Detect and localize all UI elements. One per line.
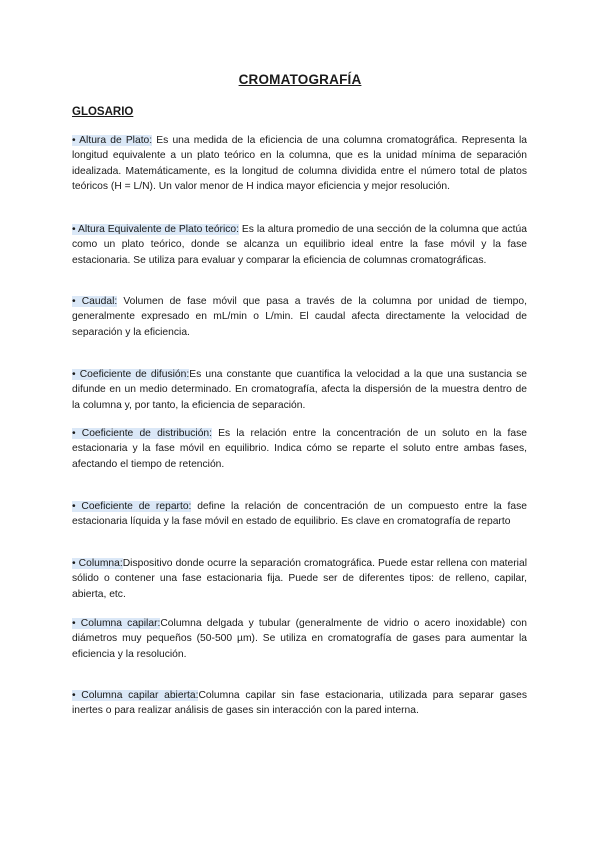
glossary-definition: Es una medida de la eficiencia de una columna cromatográfica. Representa la longitud equivalente a un plato teórico en la columna, que es la unidad mínima de separación idealizada. Matemáticamente, es la longitud de columna dividida entre el número total de platos teóricos (H = L/N). Un valor menor de H indica mayor eficiencia y mejor resolución. — [72, 135, 527, 193]
glossary-definition: Columna delgada y tubular (generalmente de vidrio o acero inoxidable) con diámetros muy pequeños (50-500 µm). Se utiliza en cromatografía de gases para aumentar la eficiencia y la resolución. — [72, 618, 528, 660]
glossary-entry-columna-capilar-abierta — [72, 688, 527, 719]
section-heading: GLOSARIO — [72, 106, 134, 118]
glossary-definition: Es una constante que cuantifica la velocidad a la que una sustancia se difunde en un medio determinado. En cromatografía, afecta la dispersión de la muestra dentro de la columna y, por tanto, la eficiencia de separación. — [72, 369, 527, 411]
glossary-term: • Coeficiente de reparto: — [72, 501, 192, 512]
glossary-term: • Altura de Plato: — [72, 135, 153, 146]
glossary-entry-coeficiente-de-distribucion — [72, 426, 527, 472]
glossary-term: • Caudal: — [72, 296, 118, 307]
glossary-entry-altura-de-plato — [72, 133, 527, 195]
glossary-definition: Dispositivo donde ocurre la separación cromatográfica. Puede estar rellena con material sólido o contener una fase estacionaria fija. Puede ser de diferentes tipos: de relleno, capilar, abierta, etc. — [72, 558, 527, 600]
glossary-definition: Volumen de fase móvil que pasa a través de la columna por unidad de tiempo, generalmente expresado en mL/min o L/min. El caudal afecta directamente la velocidad de separación y la eficiencia. — [72, 296, 527, 338]
glossary-definition: Columna capilar sin fase estacionaria, utilizada para separar gases inertes o para realizar análisis de gases sin interacción con la pared interna. — [72, 690, 527, 717]
page-title: CROMATOGRAFÍA — [238, 72, 362, 87]
glossary-entry-coeficiente-de-difusion — [72, 367, 527, 413]
glossary-entry-altura-equivalente — [72, 222, 527, 268]
glossary-definition: Es la altura promedio de una sección de la columna que actúa como un plato teórico, donde se alcanza un equilibrio ideal entre la fase móvil y la fase estacionaria. Se utiliza para evaluar y comparar la eficiencia de columnas cromatográficas. — [72, 224, 527, 266]
glossary-entry-columna-capilar — [72, 616, 527, 662]
glossary-term: • Columna capilar abierta: — [72, 690, 199, 701]
glossary-term: • Coeficiente de difusión: — [72, 369, 190, 380]
glossary-entry-columna — [72, 556, 527, 602]
glossary-entry-caudal — [72, 294, 527, 340]
glossary-term: • Coeficiente de distribución: — [72, 428, 213, 439]
glossary-term: • Columna capilar: — [72, 618, 161, 629]
glossary-term: • Altura Equivalente de Plato teórico: — [72, 224, 240, 235]
glossary-definition: define la relación de concentración de un compuesto entre la fase estacionaria líquida y la fase móvil en estado de equilibrio. Es clave en cromatografía de reparto — [72, 501, 527, 528]
glossary-entry-coeficiente-de-reparto — [72, 499, 527, 530]
glossary-term: • Columna: — [72, 558, 123, 569]
glossary-definition: Es la relación entre la concentración de un soluto en la fase estacionaria y la fase móvil en equilibrio. Indica cómo se reparte el soluto entre ambas fases, afectando el tiempo de retención. — [72, 428, 527, 470]
